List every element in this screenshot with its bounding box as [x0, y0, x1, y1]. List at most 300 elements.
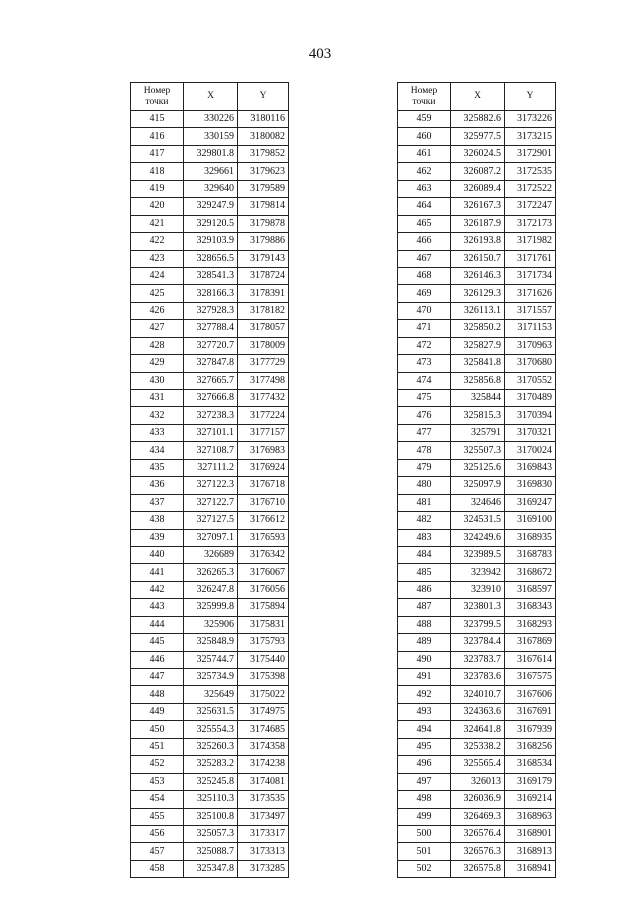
- y-cell: 3170024: [505, 442, 556, 459]
- y-cell: 3168597: [505, 581, 556, 598]
- x-cell: 326013: [451, 773, 505, 790]
- x-cell: 327097.1: [184, 529, 238, 546]
- x-cell: 325097.9: [451, 477, 505, 494]
- point-number-cell: 487: [398, 599, 451, 616]
- table-row: [131, 669, 289, 686]
- x-cell: 323910: [451, 581, 505, 598]
- y-cell: 3176593: [238, 529, 289, 546]
- y-cell: 3172901: [505, 145, 556, 162]
- point-number-cell: 468: [398, 267, 451, 284]
- x-cell: 327127.5: [184, 512, 238, 529]
- point-number-cell: 442: [131, 581, 184, 598]
- point-number-cell: 476: [398, 407, 451, 424]
- table-row: [398, 407, 556, 424]
- table-row: [131, 738, 289, 755]
- point-number-cell: 477: [398, 424, 451, 441]
- table-row: [131, 686, 289, 703]
- point-number-cell: 479: [398, 459, 451, 476]
- x-cell: 324010.7: [451, 686, 505, 703]
- header-x: X: [451, 83, 505, 111]
- x-cell: 323784.4: [451, 634, 505, 651]
- point-number-cell: 436: [131, 477, 184, 494]
- point-number-cell: 460: [398, 128, 451, 145]
- y-cell: 3180116: [238, 111, 289, 128]
- y-cell: 3172522: [505, 180, 556, 197]
- table-row: [398, 215, 556, 232]
- x-cell: 327788.4: [184, 320, 238, 337]
- y-cell: 3169214: [505, 791, 556, 808]
- x-cell: 329661: [184, 163, 238, 180]
- table-row: [131, 337, 289, 354]
- y-cell: 3178724: [238, 267, 289, 284]
- y-cell: 3175894: [238, 599, 289, 616]
- x-cell: 328656.5: [184, 250, 238, 267]
- y-cell: 3168935: [505, 529, 556, 546]
- point-number-cell: 474: [398, 372, 451, 389]
- y-cell: 3171982: [505, 233, 556, 250]
- x-cell: 325088.7: [184, 843, 238, 860]
- point-number-cell: 458: [131, 860, 184, 877]
- y-cell: 3176056: [238, 581, 289, 598]
- point-number-cell: 425: [131, 285, 184, 302]
- y-cell: 3169830: [505, 477, 556, 494]
- table-row: [131, 634, 289, 651]
- x-cell: 325848.9: [184, 634, 238, 651]
- point-number-cell: 486: [398, 581, 451, 598]
- header-point-number-line2: точки: [145, 96, 169, 107]
- x-cell: 327720.7: [184, 337, 238, 354]
- table-row: [131, 791, 289, 808]
- y-cell: 3169843: [505, 459, 556, 476]
- table-row: [398, 581, 556, 598]
- y-cell: 3171761: [505, 250, 556, 267]
- x-cell: 323799.5: [451, 616, 505, 633]
- x-cell: 325815.3: [451, 407, 505, 424]
- x-cell: 324531.5: [451, 512, 505, 529]
- y-cell: 3175831: [238, 616, 289, 633]
- y-cell: 3175793: [238, 634, 289, 651]
- point-number-cell: 473: [398, 355, 451, 372]
- y-cell: 3173317: [238, 825, 289, 842]
- x-cell: 325856.8: [451, 372, 505, 389]
- y-cell: 3178391: [238, 285, 289, 302]
- y-cell: 3174238: [238, 756, 289, 773]
- x-cell: 326247.8: [184, 581, 238, 598]
- table-row: [398, 738, 556, 755]
- x-cell: 325347.8: [184, 860, 238, 877]
- point-number-cell: 432: [131, 407, 184, 424]
- table-row: [398, 721, 556, 738]
- y-cell: 3179623: [238, 163, 289, 180]
- y-cell: 3176067: [238, 564, 289, 581]
- y-cell: 3177432: [238, 390, 289, 407]
- table-row: [131, 355, 289, 372]
- table-row: [131, 651, 289, 668]
- header-point-number: [131, 83, 184, 111]
- x-cell: 326087.2: [451, 163, 505, 180]
- table-row: [398, 442, 556, 459]
- point-number-cell: 466: [398, 233, 451, 250]
- table-row: [398, 180, 556, 197]
- table-header-row: [398, 83, 556, 111]
- y-cell: 3176924: [238, 459, 289, 476]
- table-row: [398, 546, 556, 563]
- y-cell: 3175022: [238, 686, 289, 703]
- table-row: [398, 825, 556, 842]
- point-number-cell: 480: [398, 477, 451, 494]
- x-cell: 325850.2: [451, 320, 505, 337]
- point-number-cell: 502: [398, 860, 451, 877]
- point-number-cell: 416: [131, 128, 184, 145]
- x-cell: 325844: [451, 390, 505, 407]
- x-cell: 325260.3: [184, 738, 238, 755]
- x-cell: 327122.7: [184, 494, 238, 511]
- point-number-cell: 417: [131, 145, 184, 162]
- y-cell: 3179814: [238, 198, 289, 215]
- table-row: [131, 703, 289, 720]
- y-cell: 3172247: [505, 198, 556, 215]
- table-row: [398, 791, 556, 808]
- y-cell: 3179878: [238, 215, 289, 232]
- table-row: [398, 163, 556, 180]
- table-row: [131, 843, 289, 860]
- table-row: [131, 616, 289, 633]
- point-number-cell: 444: [131, 616, 184, 633]
- y-cell: 3179886: [238, 233, 289, 250]
- point-number-cell: 453: [131, 773, 184, 790]
- point-number-cell: 492: [398, 686, 451, 703]
- x-cell: 327847.8: [184, 355, 238, 372]
- point-number-cell: 501: [398, 843, 451, 860]
- y-cell: 3168293: [505, 616, 556, 633]
- point-number-cell: 431: [131, 390, 184, 407]
- point-number-cell: 455: [131, 808, 184, 825]
- point-number-cell: 430: [131, 372, 184, 389]
- point-number-cell: 465: [398, 215, 451, 232]
- y-cell: 3173313: [238, 843, 289, 860]
- table-row: [398, 459, 556, 476]
- x-cell: 329640: [184, 180, 238, 197]
- point-number-cell: 499: [398, 808, 451, 825]
- y-cell: 3169100: [505, 512, 556, 529]
- point-number-cell: 434: [131, 442, 184, 459]
- point-number-cell: 433: [131, 424, 184, 441]
- x-cell: 323942: [451, 564, 505, 581]
- y-cell: 3168901: [505, 825, 556, 842]
- x-cell: 329247.9: [184, 198, 238, 215]
- point-number-cell: 451: [131, 738, 184, 755]
- x-cell: 325565.4: [451, 756, 505, 773]
- point-number-cell: 443: [131, 599, 184, 616]
- table-row: [131, 180, 289, 197]
- table-row: [398, 494, 556, 511]
- table-row: [398, 424, 556, 441]
- point-number-cell: 428: [131, 337, 184, 354]
- point-number-cell: 441: [131, 564, 184, 581]
- x-cell: 327928.3: [184, 302, 238, 319]
- table-row: [398, 651, 556, 668]
- table-row: [131, 372, 289, 389]
- y-cell: 3169247: [505, 494, 556, 511]
- table-row: [131, 233, 289, 250]
- y-cell: 3176718: [238, 477, 289, 494]
- y-cell: 3173497: [238, 808, 289, 825]
- x-cell: 325110.3: [184, 791, 238, 808]
- point-number-cell: 423: [131, 250, 184, 267]
- y-cell: 3171734: [505, 267, 556, 284]
- table-row: [398, 337, 556, 354]
- point-number-cell: 485: [398, 564, 451, 581]
- table-row: [398, 198, 556, 215]
- point-number-cell: 494: [398, 721, 451, 738]
- y-cell: 3179589: [238, 180, 289, 197]
- table-row: [398, 372, 556, 389]
- x-cell: 324646: [451, 494, 505, 511]
- table-row: [398, 616, 556, 633]
- x-cell: 325977.5: [451, 128, 505, 145]
- table-row: [131, 302, 289, 319]
- point-number-cell: 456: [131, 825, 184, 842]
- x-cell: 326146.3: [451, 267, 505, 284]
- table-row: [398, 686, 556, 703]
- y-cell: 3180082: [238, 128, 289, 145]
- table-row: [131, 529, 289, 546]
- y-cell: 3178009: [238, 337, 289, 354]
- table-row: [131, 320, 289, 337]
- point-number-cell: 484: [398, 546, 451, 563]
- x-cell: 326265.3: [184, 564, 238, 581]
- x-cell: 326689: [184, 546, 238, 563]
- header-point-number-line1: Номер: [143, 85, 171, 96]
- y-cell: 3178057: [238, 320, 289, 337]
- point-number-cell: 422: [131, 233, 184, 250]
- y-cell: 3168963: [505, 808, 556, 825]
- point-number-cell: 440: [131, 546, 184, 563]
- point-number-cell: 454: [131, 791, 184, 808]
- point-number-cell: 497: [398, 773, 451, 790]
- table-row: [131, 860, 289, 877]
- x-cell: 326187.9: [451, 215, 505, 232]
- point-number-cell: 452: [131, 756, 184, 773]
- point-number-cell: 482: [398, 512, 451, 529]
- x-cell: 324249.6: [451, 529, 505, 546]
- x-cell: 325906: [184, 616, 238, 633]
- header-point-number: [398, 83, 451, 111]
- table-row: [398, 250, 556, 267]
- point-number-cell: 483: [398, 529, 451, 546]
- point-number-cell: 462: [398, 163, 451, 180]
- table-row: [131, 494, 289, 511]
- x-cell: 323783.6: [451, 669, 505, 686]
- table-row: [398, 634, 556, 651]
- table-row: [398, 233, 556, 250]
- x-cell: 327111.2: [184, 459, 238, 476]
- table-row: [131, 459, 289, 476]
- point-number-cell: 429: [131, 355, 184, 372]
- y-cell: 3168672: [505, 564, 556, 581]
- point-number-cell: 467: [398, 250, 451, 267]
- table-row: [398, 808, 556, 825]
- y-cell: 3173215: [505, 128, 556, 145]
- y-cell: 3167939: [505, 721, 556, 738]
- table-row: [131, 477, 289, 494]
- table-row: [131, 145, 289, 162]
- page-number: 403: [308, 46, 332, 62]
- point-number-cell: 489: [398, 634, 451, 651]
- point-number-cell: 495: [398, 738, 451, 755]
- y-cell: 3168941: [505, 860, 556, 877]
- x-cell: 325283.2: [184, 756, 238, 773]
- point-number-cell: 419: [131, 180, 184, 197]
- table-row: [398, 773, 556, 790]
- table-row: [398, 860, 556, 877]
- y-cell: 3170489: [505, 390, 556, 407]
- x-cell: 324363.6: [451, 703, 505, 720]
- table-row: [398, 512, 556, 529]
- y-cell: 3169179: [505, 773, 556, 790]
- x-cell: 323801.3: [451, 599, 505, 616]
- point-number-cell: 478: [398, 442, 451, 459]
- point-number-cell: 435: [131, 459, 184, 476]
- x-cell: 327108.7: [184, 442, 238, 459]
- x-cell: 325744.7: [184, 651, 238, 668]
- x-cell: 325100.8: [184, 808, 238, 825]
- point-number-cell: 459: [398, 111, 451, 128]
- x-cell: 325827.9: [451, 337, 505, 354]
- coordinates-table-left: [130, 82, 289, 878]
- table-row: [131, 564, 289, 581]
- y-cell: 3168783: [505, 546, 556, 563]
- x-cell: 327666.8: [184, 390, 238, 407]
- y-cell: 3173285: [238, 860, 289, 877]
- point-number-cell: 461: [398, 145, 451, 162]
- header-point-number-line1: Номер: [410, 85, 438, 96]
- header-point-number-line2: точки: [412, 96, 436, 107]
- point-number-cell: 463: [398, 180, 451, 197]
- point-number-cell: 415: [131, 111, 184, 128]
- x-cell: 324641.8: [451, 721, 505, 738]
- table-row: [131, 215, 289, 232]
- table-row: [131, 407, 289, 424]
- y-cell: 3177224: [238, 407, 289, 424]
- table-row: [131, 773, 289, 790]
- point-number-cell: 437: [131, 494, 184, 511]
- point-number-cell: 490: [398, 651, 451, 668]
- x-cell: 325631.5: [184, 703, 238, 720]
- table-row: [398, 529, 556, 546]
- table-row: [131, 128, 289, 145]
- point-number-cell: 420: [131, 198, 184, 215]
- x-cell: 326576.4: [451, 825, 505, 842]
- point-number-cell: 493: [398, 703, 451, 720]
- table-row: [398, 703, 556, 720]
- x-cell: 323989.5: [451, 546, 505, 563]
- table-row: [398, 145, 556, 162]
- point-number-cell: 471: [398, 320, 451, 337]
- table-row: [398, 599, 556, 616]
- x-cell: 326150.7: [451, 250, 505, 267]
- table-row: [131, 581, 289, 598]
- y-cell: 3170963: [505, 337, 556, 354]
- x-cell: 325649: [184, 686, 238, 703]
- y-cell: 3171626: [505, 285, 556, 302]
- y-cell: 3176612: [238, 512, 289, 529]
- x-cell: 326167.3: [451, 198, 505, 215]
- point-number-cell: 464: [398, 198, 451, 215]
- table-row: [398, 128, 556, 145]
- table-row: [398, 355, 556, 372]
- y-cell: 3174081: [238, 773, 289, 790]
- y-cell: 3167614: [505, 651, 556, 668]
- y-cell: 3178182: [238, 302, 289, 319]
- point-number-cell: 418: [131, 163, 184, 180]
- table-row: [131, 808, 289, 825]
- table-row: [398, 302, 556, 319]
- x-cell: 329801.8: [184, 145, 238, 162]
- x-cell: 325245.8: [184, 773, 238, 790]
- y-cell: 3176710: [238, 494, 289, 511]
- y-cell: 3176983: [238, 442, 289, 459]
- y-cell: 3179143: [238, 250, 289, 267]
- point-number-cell: 470: [398, 302, 451, 319]
- point-number-cell: 438: [131, 512, 184, 529]
- point-number-cell: 447: [131, 669, 184, 686]
- x-cell: 326036.9: [451, 791, 505, 808]
- table-row: [398, 669, 556, 686]
- x-cell: 328541.3: [184, 267, 238, 284]
- x-cell: 325554.3: [184, 721, 238, 738]
- x-cell: 326113.1: [451, 302, 505, 319]
- x-cell: 325882.6: [451, 111, 505, 128]
- table-row: [398, 111, 556, 128]
- table-row: [131, 599, 289, 616]
- y-cell: 3170394: [505, 407, 556, 424]
- y-cell: 3167869: [505, 634, 556, 651]
- x-cell: 326089.4: [451, 180, 505, 197]
- x-cell: 327101.1: [184, 424, 238, 441]
- y-cell: 3170552: [505, 372, 556, 389]
- x-cell: 326024.5: [451, 145, 505, 162]
- point-number-cell: 448: [131, 686, 184, 703]
- x-cell: 326469.3: [451, 808, 505, 825]
- point-number-cell: 475: [398, 390, 451, 407]
- y-cell: 3177157: [238, 424, 289, 441]
- x-cell: 329103.9: [184, 233, 238, 250]
- y-cell: 3174975: [238, 703, 289, 720]
- header-y: Y: [238, 83, 289, 111]
- x-cell: 328166.3: [184, 285, 238, 302]
- table-row: [131, 825, 289, 842]
- x-cell: 326193.8: [451, 233, 505, 250]
- x-cell: 326576.3: [451, 843, 505, 860]
- table-row: [131, 512, 289, 529]
- point-number-cell: 498: [398, 791, 451, 808]
- table-row: [131, 756, 289, 773]
- point-number-cell: 496: [398, 756, 451, 773]
- point-number-cell: 500: [398, 825, 451, 842]
- y-cell: 3168913: [505, 843, 556, 860]
- table-row: [131, 267, 289, 284]
- table-row: [131, 546, 289, 563]
- y-cell: 3175398: [238, 669, 289, 686]
- x-cell: 325791: [451, 424, 505, 441]
- y-cell: 3167691: [505, 703, 556, 720]
- x-cell: 323783.7: [451, 651, 505, 668]
- x-cell: 325057.3: [184, 825, 238, 842]
- y-cell: 3177498: [238, 372, 289, 389]
- point-number-cell: 445: [131, 634, 184, 651]
- table-row: [131, 390, 289, 407]
